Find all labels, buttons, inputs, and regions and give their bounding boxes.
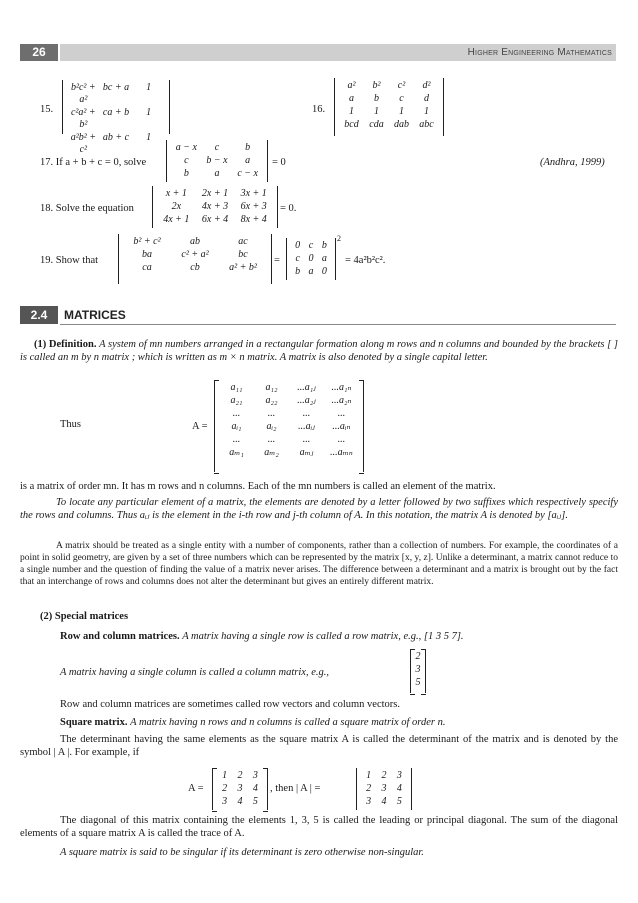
matrix-cell: 0 xyxy=(295,240,301,251)
problem-19-text: 19. Show that xyxy=(40,255,99,266)
matrix-cell: ... xyxy=(302,434,311,445)
matrix-cell: ab + c xyxy=(102,132,130,143)
matrix-cell: d² xyxy=(422,80,431,91)
matrix-cell: aₘⱼ xyxy=(299,447,314,458)
order-paragraph: is a matrix of order mn. It has m rows and n columns. Each of the mn numbers is called an element of the matrix. xyxy=(20,481,496,492)
matrix-cell: 4 xyxy=(237,796,243,807)
matrix-cell: ... xyxy=(337,434,346,445)
matrix-cell: c xyxy=(399,93,404,104)
matrix-cell: 5 xyxy=(396,796,402,807)
matrix-cell: c xyxy=(214,142,220,153)
matrix-cell: ...aₘₙ xyxy=(330,447,353,458)
matrix-cell: ...a₂ₙ xyxy=(331,395,352,406)
problem-19-equals: = xyxy=(274,255,280,266)
matrix-cell: 4x + 1 xyxy=(163,214,190,225)
square-text: A matrix having n rows and n columns is called a square matrix of order n. xyxy=(130,717,446,728)
problem-19-rhs: = 4a²b²c². xyxy=(345,255,386,266)
matrix-cell: 1 xyxy=(374,106,379,117)
definition-heading: (1) Definition. xyxy=(34,339,97,350)
matrix-cell: a₂₁ xyxy=(230,395,243,406)
matrix-cell: 6x + 4 xyxy=(201,214,229,225)
problem-19-power: 2 xyxy=(337,234,341,243)
matrix-cell: ca + b xyxy=(102,107,130,118)
matrix-cell: 3 xyxy=(366,796,372,807)
problem-17-determinant xyxy=(166,140,268,182)
matrix-cell: c²a² + b² xyxy=(70,107,96,130)
matrix-cell: ... xyxy=(232,434,241,445)
page-number: 26 xyxy=(20,44,58,61)
special-heading: (2) Special matrices xyxy=(40,611,129,622)
matrix-cell: 2 xyxy=(222,783,228,794)
matrix-cell: 3 xyxy=(381,783,387,794)
problem-15-determinant xyxy=(62,80,170,155)
matrix-cell: 2 xyxy=(237,770,243,781)
problem-16-determinant xyxy=(334,78,444,136)
matrix-cell: 3 xyxy=(222,796,228,807)
matrix-cell: c² xyxy=(397,80,406,91)
matrix-cell: ...a₁ⱼ xyxy=(297,382,316,393)
matrix-cell: b²c² + a² xyxy=(70,82,96,105)
matrix-grid xyxy=(215,380,363,461)
problem-15-number: 15. xyxy=(40,104,54,115)
matrix-cell: 6x + 3 xyxy=(240,201,267,212)
matrix-cell: ... xyxy=(232,408,241,419)
section-rule xyxy=(60,324,616,325)
column-matrix xyxy=(410,649,426,693)
matrix-cell: 1 xyxy=(399,106,404,117)
matrix-cell: 1 xyxy=(424,106,429,117)
matrix-grid xyxy=(119,234,271,276)
matrix-cell: 3x + 1 xyxy=(240,188,267,199)
locate-paragraph: To locate any particular element of a matrix, the elements are denoted by a letter followed by two suffixes which respectively specify the rows and columns. Thus aᵢⱼ is the element in the i-th row and j-th column of A. In this notation, the matrix A is denoted by [aᵢⱼ]. xyxy=(20,497,618,521)
rowcol-heading: Row and column matrices. xyxy=(60,631,180,642)
diagonal-paragraph: The diagonal of this matrix containing the elements 1, 3, 5 is called the leading or principal diagonal. The sum of the diagonal elements of a square matrix A is called the trace of A. xyxy=(20,815,618,839)
matrix-cell: c xyxy=(308,240,314,251)
matrix-cell: 5 xyxy=(415,677,421,688)
matrix-grid xyxy=(153,186,277,228)
matrix-cell: 3 xyxy=(415,664,421,675)
matrix-cell: 2 xyxy=(366,783,372,794)
matrix-cell: c xyxy=(295,253,300,264)
matrix-cell: bc xyxy=(238,249,248,260)
matrix-cell: b² xyxy=(372,80,381,91)
matrix-cell: 2 xyxy=(415,651,421,662)
definition-paragraph xyxy=(20,338,618,364)
matrix-cell: 1 xyxy=(146,107,152,118)
matrix-cell: c² + a² xyxy=(181,249,209,260)
matrix-cell: 3 xyxy=(237,783,243,794)
matrix-cell: bcd xyxy=(344,119,359,130)
matrix-grid xyxy=(335,78,443,133)
matrix-cell: a xyxy=(245,155,251,166)
matrix-cell: 1 xyxy=(146,132,152,143)
problem-17-source: (Andhra, 1999) xyxy=(540,157,605,168)
matrix-cell: dab xyxy=(394,119,409,130)
problem-19-determinant-right xyxy=(286,238,336,280)
matrix-cell: a xyxy=(308,266,314,277)
matrix-cell: 0 xyxy=(308,253,314,264)
matrix-cell: ac xyxy=(238,236,248,247)
matrix-cell: a² + b² xyxy=(229,262,257,273)
matrix-cell: aᵢ₁ xyxy=(231,421,242,432)
matrix-cell: x + 1 xyxy=(165,188,187,199)
matrix-cell: a₁₁ xyxy=(230,382,243,393)
problem-19-determinant-left xyxy=(118,234,272,284)
matrix-cell: ... xyxy=(267,408,276,419)
matrix-cell: a − x xyxy=(175,142,197,153)
example-a-label: A = xyxy=(188,783,204,794)
matrix-cell: 1 xyxy=(366,770,372,781)
matrix-cell: 5 xyxy=(252,796,258,807)
definition-text: A system of mn numbers arranged in a rectangular formation along m rows and n columns and bounded by the brackets [ ] is called an m by n matrix ; which is written as m × n matrix. A matrix is also denoted by a single capital letter. xyxy=(20,339,619,363)
general-matrix xyxy=(214,380,364,472)
matrix-grid xyxy=(167,140,267,182)
matrix-cell: ...aᵢₙ xyxy=(332,421,351,432)
column-matrix-text: A matrix having a single column is called a column matrix, e.g., xyxy=(60,667,329,678)
problem-18-rhs: = 0. xyxy=(280,203,297,214)
matrix-a-label: A = xyxy=(192,421,208,432)
matrix-cell: ... xyxy=(302,408,311,419)
matrix-cell: 2x xyxy=(171,201,182,212)
matrix-cell: b − x xyxy=(206,155,228,166)
matrix-cell: ... xyxy=(337,408,346,419)
matrix-cell: 8x + 4 xyxy=(240,214,267,225)
matrix-cell: d xyxy=(424,93,429,104)
matrix-cell: b xyxy=(321,240,327,251)
problem-17-text: 17. If a + b + c = 0, solve xyxy=(40,157,147,168)
matrix-grid xyxy=(411,649,425,691)
book-title: Higher Engineering Mathematics xyxy=(467,47,612,58)
matrix-cell: aₘ₂ xyxy=(264,447,279,458)
matrix-cell: c − x xyxy=(237,168,258,179)
matrix-cell: a₁₂ xyxy=(265,382,278,393)
matrix-cell: 1 xyxy=(146,82,152,93)
matrix-cell: 2 xyxy=(381,770,387,781)
matrix-cell: b xyxy=(295,266,301,277)
matrix-cell: ab xyxy=(190,236,200,247)
matrix-cell: aₘ₁ xyxy=(229,447,244,458)
matrix-cell: b xyxy=(245,142,251,153)
determinant-paragraph: The determinant having the same elements as the square matrix A is called the determinant of the matrix and is denoted by the symbol | A |. For example, if xyxy=(20,734,618,758)
matrix-cell: b xyxy=(374,93,379,104)
row-matrix-text: A matrix having a single row is called a row matrix, e.g., [1 3 5 7]. xyxy=(182,631,464,642)
matrix-cell: cb xyxy=(190,262,200,273)
problem-16-number: 16. xyxy=(312,104,326,115)
matrix-cell: a²b² + c² xyxy=(70,132,96,155)
matrix-cell: 3 xyxy=(252,770,258,781)
example-matrix xyxy=(212,768,268,810)
matrix-cell: 4x + 3 xyxy=(201,201,229,212)
matrix-cell: c xyxy=(184,155,189,166)
matrix-grid xyxy=(357,768,411,810)
matrix-cell: ca xyxy=(142,262,152,273)
matrix-cell: aᵢ₂ xyxy=(266,421,277,432)
row-matrix-line xyxy=(60,630,618,643)
matrix-cell: 4 xyxy=(252,783,258,794)
matrix-cell: a² xyxy=(347,80,356,91)
square-matrix-line xyxy=(60,716,618,729)
singular-paragraph: A square matrix is said to be singular if its determinant is zero otherwise non-singular. xyxy=(60,847,424,858)
problem-18-text: 18. Solve the equation xyxy=(40,203,134,214)
problem-18-determinant xyxy=(152,186,278,228)
matrix-cell: 4 xyxy=(396,783,402,794)
matrix-cell: 3 xyxy=(396,770,402,781)
matrix-cell: b² + c² xyxy=(133,236,161,247)
matrix-cell: 1 xyxy=(222,770,228,781)
matrix-cell: ...aᵢⱼ xyxy=(298,421,315,432)
section-title: MATRICES xyxy=(64,308,126,322)
matrix-grid xyxy=(63,80,169,158)
matrix-cell: 0 xyxy=(321,266,327,277)
matrix-cell: 2x + 1 xyxy=(201,188,229,199)
section-number: 2.4 xyxy=(20,306,58,324)
rowcol-note: Row and column matrices are sometimes called row vectors and column vectors. xyxy=(60,699,400,710)
matrix-cell: a xyxy=(321,253,327,264)
matrix-grid xyxy=(213,768,267,810)
matrix-cell: cda xyxy=(369,119,384,130)
example-determinant xyxy=(356,768,412,810)
problem-17-rhs: = 0 xyxy=(272,157,286,168)
square-heading: Square matrix. xyxy=(60,717,128,728)
matrix-cell: ...a₁ₙ xyxy=(331,382,352,393)
matrix-cell: a xyxy=(349,93,354,104)
matrix-cell: abc xyxy=(419,119,434,130)
matrix-cell: a₂₂ xyxy=(265,395,278,406)
note-paragraph: A matrix should be treated as a single entity with a number of components, rather than a collection of numbers. For example, the coordinates of a point in solid geometry, are given by a set of three numbers which can be represented by the matrix [x, y, z]. Unlike a determinant, a matrix cannot reduce to a single number and the question of finding the value of a matrix never arises. The difference between a determinant and a matrix is brought out by the fact that an interchange of rows and columns does not alter the determinant but gives an entirely different matrix. xyxy=(20,541,618,587)
matrix-cell: ...a₂ⱼ xyxy=(297,395,316,406)
matrix-cell: 4 xyxy=(381,796,387,807)
matrix-cell: b xyxy=(183,168,189,179)
matrix-cell: a xyxy=(214,168,220,179)
matrix-grid xyxy=(287,238,335,280)
matrix-cell: ... xyxy=(267,434,276,445)
matrix-cell: bc + a xyxy=(102,82,130,93)
example-then: , then | A | = xyxy=(270,783,321,794)
thus-label: Thus xyxy=(60,419,81,430)
matrix-cell: 1 xyxy=(349,106,354,117)
matrix-cell: ba xyxy=(142,249,152,260)
